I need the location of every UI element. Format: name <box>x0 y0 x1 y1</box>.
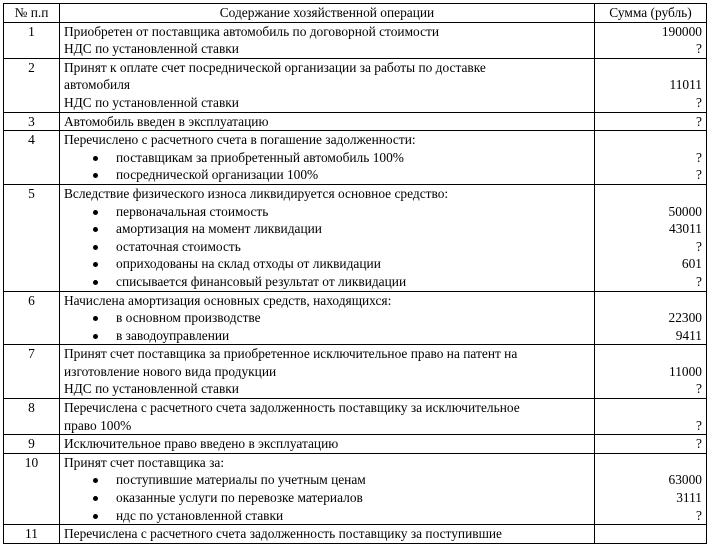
amount-cell <box>595 291 707 345</box>
operation-line: Перечислено с расчетного счета в погашение задолженности: <box>64 132 416 148</box>
bullet-item: остаточная стоимость <box>64 238 590 256</box>
amount-value: ? <box>696 273 702 289</box>
amount-cell <box>595 453 707 524</box>
operation-content <box>60 58 595 112</box>
header-row <box>4 4 707 23</box>
operation-line: Исключительное право введено в эксплуатацию <box>64 436 339 452</box>
amount-value: ? <box>696 238 702 254</box>
table-row <box>4 435 707 454</box>
table-row <box>4 291 707 345</box>
amount-value <box>599 131 702 149</box>
table-row <box>4 345 707 399</box>
operation-line: НДС по установленной ставки <box>64 94 239 110</box>
operation-line: Перечислена с расчетного счета задолженность поставщику за исключительное <box>64 400 520 416</box>
amount-value <box>599 454 702 472</box>
amount-value: 601 <box>681 256 702 272</box>
amount-cell <box>595 112 707 131</box>
table-row <box>4 453 707 524</box>
bullet-item: оприходованы на склад отходы от ликвидации <box>64 255 590 273</box>
amount-value: 190000 <box>661 23 702 39</box>
row-number: 5 <box>4 184 60 291</box>
bullet-item: посреднической организации 100% <box>64 166 590 184</box>
operation-content <box>60 291 595 345</box>
amount-value <box>599 525 702 543</box>
amount-value: 63000 <box>668 472 702 488</box>
amount-value: ? <box>696 149 702 165</box>
amount-cell <box>595 58 707 112</box>
operation-content <box>60 345 595 399</box>
amount-value <box>599 59 702 77</box>
bullet-item: ндс по установленной ставки <box>64 507 590 525</box>
bullet-item: поступившие материалы по учетным ценам <box>64 471 590 489</box>
bullet-item: первоначальная стоимость <box>64 203 590 221</box>
operations-table <box>3 3 707 544</box>
operation-line: право 100% <box>64 417 132 433</box>
table-row <box>4 22 707 58</box>
operation-content <box>60 22 595 58</box>
amount-cell <box>595 435 707 454</box>
header-number: № п.п <box>4 4 60 23</box>
amount-value: ? <box>696 167 702 183</box>
amount-cell <box>595 131 707 185</box>
operation-content <box>60 131 595 185</box>
amount-cell <box>595 22 707 58</box>
bullet-item: списывается финансовый результат от ликвидации <box>64 273 590 291</box>
row-number: 3 <box>4 112 60 131</box>
operation-line: Автомобиль введен в эксплуатацию <box>64 113 269 129</box>
operation-line: Принят счет поставщика за приобретенное исключительное право на патент на <box>64 346 518 362</box>
operation-line: НДС по установленной ставки <box>64 41 239 57</box>
row-number: 8 <box>4 399 60 435</box>
table-row <box>4 399 707 435</box>
operation-line: Принят к оплате счет посреднической организации за работы по доставке <box>64 59 486 75</box>
operation-line: Вследствие физического износа ликвидируется основное средство: <box>64 185 449 201</box>
amount-cell <box>595 345 707 399</box>
row-number: 7 <box>4 345 60 399</box>
operation-content <box>60 525 595 544</box>
table-header <box>4 4 707 23</box>
table-row <box>4 184 707 291</box>
operation-line: автомобиля <box>64 77 131 93</box>
operation-content <box>60 184 595 291</box>
operation-line: НДС по установленной ставки <box>64 381 239 397</box>
row-number: 1 <box>4 22 60 58</box>
table-row <box>4 58 707 112</box>
amount-cell <box>595 184 707 291</box>
header-amount: Сумма (рубль) <box>595 4 707 23</box>
operation-line: Принят счет поставщика за: <box>64 454 225 470</box>
amount-value: ? <box>696 436 702 452</box>
operation-content <box>60 112 595 131</box>
amount-value <box>599 185 702 203</box>
amount-value: ? <box>696 417 702 433</box>
amount-value: 9411 <box>675 327 702 343</box>
table-row <box>4 131 707 185</box>
table-row <box>4 112 707 131</box>
amount-value: 43011 <box>669 221 702 237</box>
operation-content <box>60 435 595 454</box>
operation-line: Приобретен от поставщика автомобиль по договорной стоимости <box>64 23 440 39</box>
amount-value: ? <box>696 94 702 110</box>
bullet-item: поставщикам за приобретенный автомобиль 100% <box>64 149 590 167</box>
row-number: 9 <box>4 435 60 454</box>
amount-value: 11011 <box>669 77 702 93</box>
table-row <box>4 525 707 544</box>
amount-value: ? <box>696 41 702 57</box>
bullet-item: амортизация на момент ликвидации <box>64 220 590 238</box>
amount-value: 50000 <box>668 203 702 219</box>
header-content: Содержание хозяйственной операции <box>60 4 595 23</box>
operation-line: изготовление нового вида продукции <box>64 363 277 379</box>
row-number: 6 <box>4 291 60 345</box>
bullet-item: оказанные услуги по перевозке материалов <box>64 489 590 507</box>
row-number: 4 <box>4 131 60 185</box>
row-number: 11 <box>4 525 60 544</box>
operation-line: Начислена амортизация основных средств, находящихся: <box>64 292 392 308</box>
amount-value: ? <box>696 381 702 397</box>
amount-cell <box>595 525 707 544</box>
bullet-item: в основном производстве <box>64 309 590 327</box>
operation-content <box>60 453 595 524</box>
row-number: 10 <box>4 453 60 524</box>
operation-line: Перечислена с расчетного счета задолженность поставщику за поступившие <box>64 526 503 542</box>
amount-value <box>599 345 702 363</box>
amount-value: ? <box>696 113 702 129</box>
amount-value <box>599 399 702 417</box>
bullet-item: в заводоуправлении <box>64 327 590 345</box>
operation-content <box>60 399 595 435</box>
amount-value: ? <box>696 507 702 523</box>
amount-value: 22300 <box>668 310 702 326</box>
amount-cell <box>595 399 707 435</box>
amount-value: 3111 <box>676 490 702 506</box>
amount-value <box>599 292 702 310</box>
row-number: 2 <box>4 58 60 112</box>
amount-value: 11000 <box>669 363 702 379</box>
table-body <box>4 22 707 543</box>
